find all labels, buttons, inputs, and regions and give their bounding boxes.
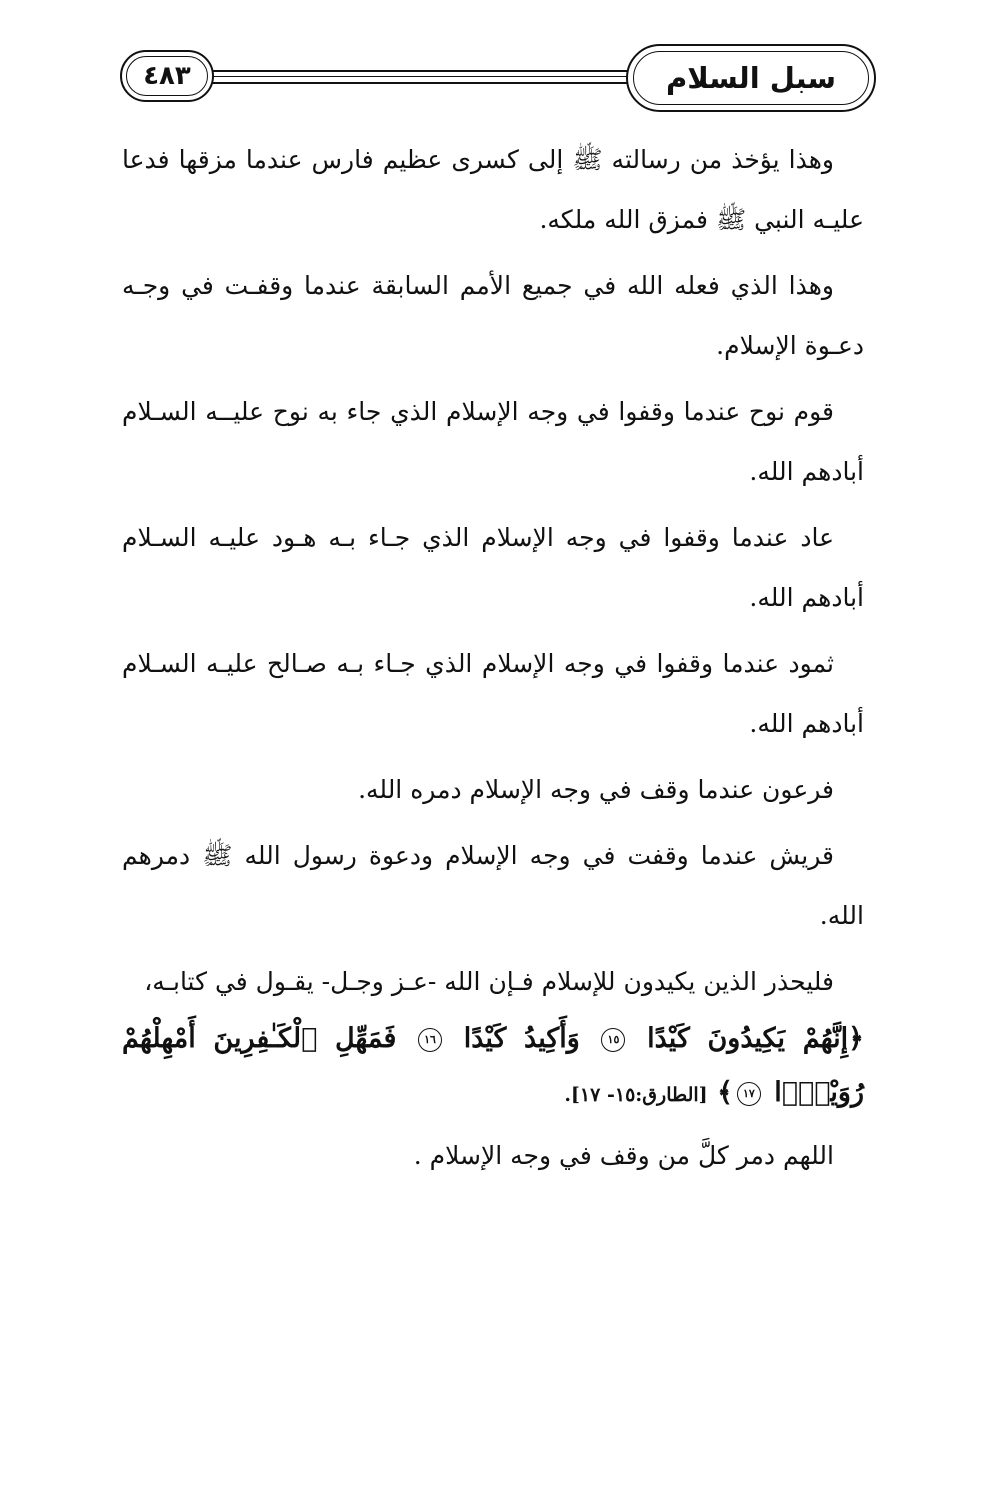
verse-text: فَمَهِّلِ ٱلْكَـٰفِرِينَ أَمْهِلْهُمْ رُوَيْدًۢا xyxy=(122,1023,864,1108)
ayah-number-marker: ١٥ xyxy=(601,1028,625,1052)
paragraph: قريش عندما وقفت في وجه الإسلام ودعوة رسول الله ﷺ دمرهم الله. xyxy=(122,841,864,930)
page-body xyxy=(122,130,864,1192)
paragraph: ثمود عندما وقفوا في وجه الإسلام الذي جـاء بـه صـالح عليـه السـلام أبادهم الله. xyxy=(122,649,864,738)
paragraph: وهذا يؤخذ من رسالته ﷺ إلى كسرى عظيم فارس عندما مزقها فدعا عليـه النبي ﷺ فمزق الله ملكه. xyxy=(122,145,864,234)
paragraph: فليحذر الذين يكيدون للإسلام فـإن الله -عـز وجـل- يقـول في كتابـه، xyxy=(144,967,834,996)
verse-text: ﴿إِنَّهُمْ يَكِيدُونَ كَيْدًا xyxy=(647,1023,864,1054)
ayah-number-marker: ١٦ xyxy=(418,1028,442,1052)
page-header xyxy=(110,44,876,124)
page-number: ٤٨٣ xyxy=(120,50,214,102)
quran-reference: [الطارق:١٥- ١٧]. xyxy=(564,1084,708,1106)
paragraph: فرعون عندما وقف في وجه الإسلام دمره الله. xyxy=(358,775,834,804)
header-rule xyxy=(200,76,646,77)
book-title: سبل السلام xyxy=(626,44,876,112)
closing-prayer: اللهم دمر كلَّ من وقف في وجه الإسلام . xyxy=(413,1141,834,1170)
quran-verse xyxy=(122,1012,864,1120)
paragraph: قوم نوح عندما وقفوا في وجه الإسلام الذي جاء به نوح عليــه السـلام أبادهم الله. xyxy=(122,397,864,486)
ayah-number-marker: ١٧ xyxy=(737,1082,761,1106)
paragraph: وهذا الذي فعله الله في جميع الأمم السابقة عندما وقفـت في وجـه دعـوة الإسلام. xyxy=(122,271,864,360)
paragraph: عاد عندما وقفوا في وجه الإسلام الذي جـاء بـه هـود عليـه السـلام أبادهم الله. xyxy=(122,523,864,612)
verse-close-bracket: ﴾ xyxy=(717,1077,733,1108)
header-rule xyxy=(200,82,646,84)
header-rule xyxy=(200,70,646,72)
verse-text: وَأَكِيدُ كَيْدًا xyxy=(463,1023,580,1054)
